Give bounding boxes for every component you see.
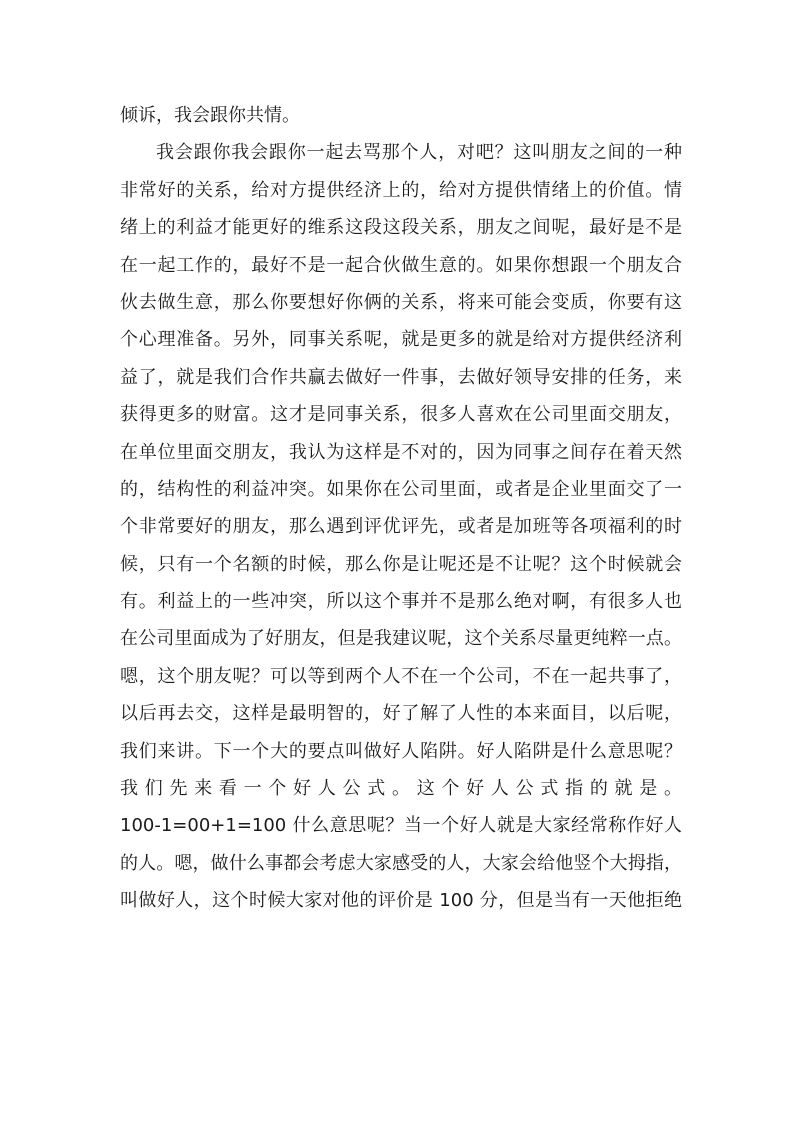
text-line: 100-1=00+1=100 什么意思呢？当一个好人就是大家经常称作好人 <box>120 815 682 837</box>
text-line: 我会跟你我会跟你一起去骂那个人，对吧？这叫朋友之间的一种 <box>156 142 682 164</box>
text-line: 绪上的利益才能更好的维系这段这段关系，朋友之间呢，最好是不是 <box>120 217 682 239</box>
text-line: 非常好的关系，给对方提供经济上的，给对方提供情绪上的价值。情 <box>120 179 682 201</box>
text-line: 在一起工作的，最好不是一起合伙做生意的。如果你想跟一个朋友合 <box>120 254 682 276</box>
text-line: 嗯，这个朋友呢？可以等到两个人不在一个公司，不在一起共事了， <box>120 665 682 687</box>
text-line: 我们来讲。下一个大的要点叫做好人陷阱。好人陷阱是什么意思呢？ <box>120 740 682 762</box>
text-line: 有。利益上的一些冲突，所以这个事并不是那么绝对啊，有很多人也 <box>120 591 682 613</box>
text-line: 获得更多的财富。这才是同事关系，很多人喜欢在公司里面交朋友， <box>120 404 682 426</box>
text-line: 倾诉，我会跟你共情。 <box>120 105 300 126</box>
body-text <box>120 97 682 920</box>
text-line: 叫做好人，这个时候大家对他的评价是 100 分，但是当有一天他拒绝 <box>120 890 682 912</box>
text-line: 候，只有一个名额的时候，那么你是让呢还是不让呢？这个时候就会 <box>120 553 682 575</box>
text-line: 个心理准备。另外，同事关系呢，就是更多的就是给对方提供经济利 <box>120 329 682 351</box>
text-line: 伙去做生意，那么你要想好你俩的关系，将来可能会变质，你要有这 <box>120 291 682 313</box>
text-line: 在公司里面成为了好朋友，但是我建议呢，这个关系尽量更纯粹一点。 <box>120 628 682 650</box>
text-line: 益了，就是我们合作共赢去做好一件事，去做好领导安排的任务，来 <box>120 366 682 388</box>
text-line: 的人。嗯，做什么事都会考虑大家感受的人，大家会给他竖个大拇指， <box>120 852 682 874</box>
text-line: 的，结构性的利益冲突。如果你在公司里面，或者是企业里面交了一 <box>120 478 682 500</box>
text-line: 以后再去交，这样是最明智的，好了解了人性的本来面目，以后呢， <box>120 703 682 725</box>
text-line: 我们先来看一个好人公式。这个好人公式指的就是。 <box>120 778 682 800</box>
text-line: 个非常要好的朋友，那么遇到评优评先，或者是加班等各项福利的时 <box>120 516 682 538</box>
text-line: 在单位里面交朋友，我认为这样是不对的，因为同事之间存在着天然 <box>120 441 682 463</box>
